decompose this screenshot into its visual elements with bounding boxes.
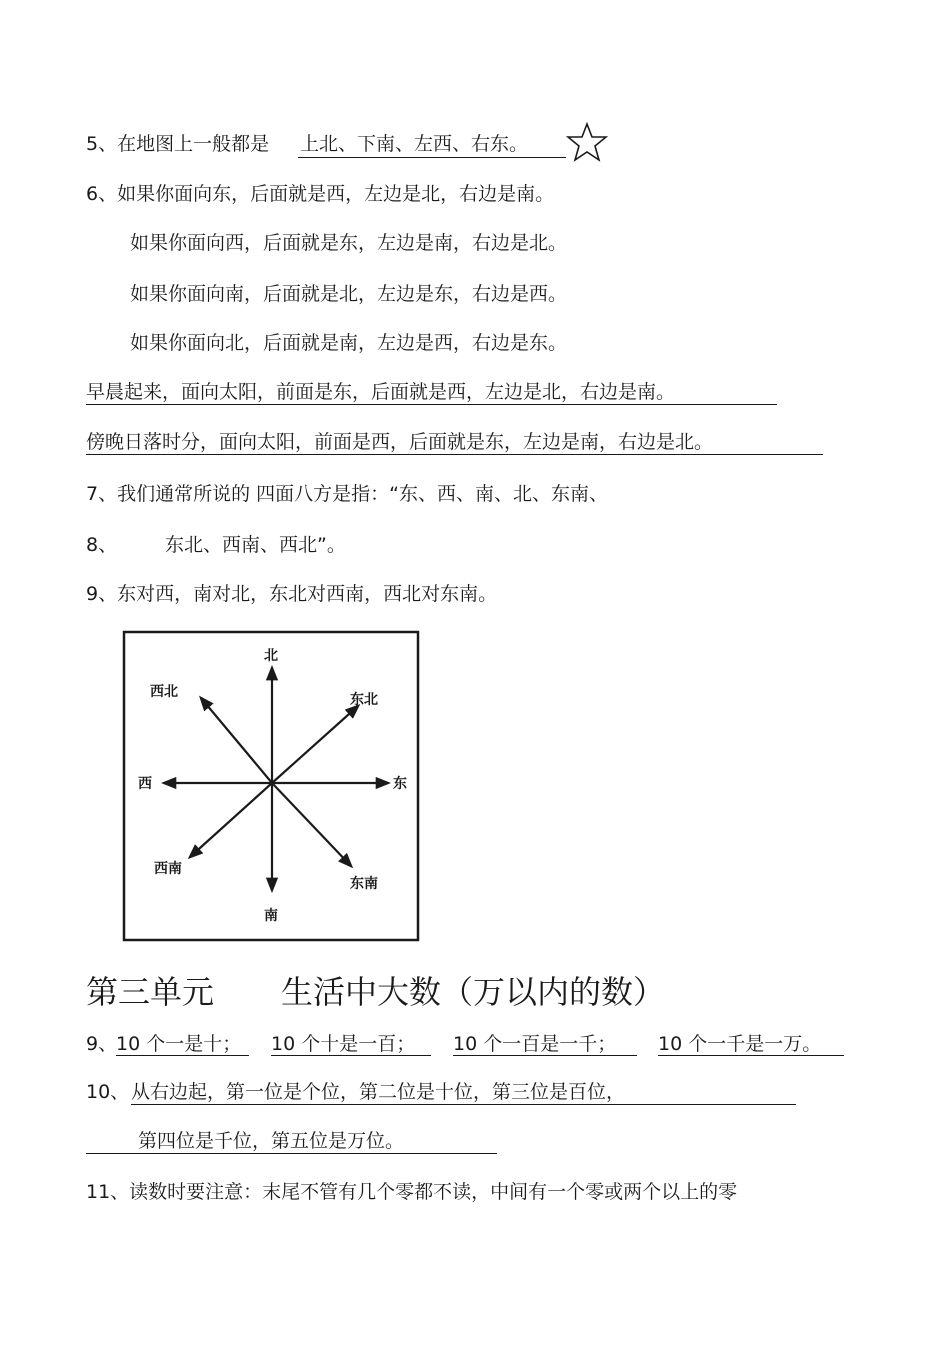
item-6-line-1: 6、如果你面向东，后面就是西，左边是北，右边是南。 (86, 183, 555, 205)
label-north: 北 (264, 648, 278, 664)
unit-3-item-10-underline-2 (86, 1153, 497, 1154)
item-6-line-4: 如果你面向北，后面就是南，左边是西，右边是东。 (130, 332, 568, 354)
unit-3-item-9-c: 10 个一百是一千； (453, 1033, 617, 1055)
unit-3-item-9-c-underline (453, 1055, 637, 1056)
label-west: 西 (138, 776, 152, 792)
unit-3-item-10-number: 10、 (86, 1081, 130, 1103)
item-5-prefix: 5、在地图上一般都是 (86, 133, 270, 155)
item-5-underline (298, 157, 566, 158)
arrow-northwest (201, 698, 272, 783)
unit-3-item-9-b-underline (271, 1055, 431, 1056)
item-6-line-2: 如果你面向西，后面就是东，左边是南，右边是北。 (130, 232, 568, 254)
unit-3-item-10-line-2: 第四位是千位，第五位是万位。 (138, 1130, 405, 1152)
label-northeast: 东北 (350, 692, 378, 708)
unit-3-item-9-number: 9、 (86, 1033, 118, 1055)
unit-3-item-9-d: 10 个一千是一万。 (658, 1033, 822, 1055)
item-8-number: 8、 (86, 534, 118, 556)
evening-line: 傍晚日落时分，面向太阳，前面是西，后面就是东，左边是南，右边是北。 (86, 431, 714, 453)
item-7: 7、我们通常所说的 四面八方是指：“东、西、南、北、东南、 (86, 483, 608, 505)
label-northwest: 西北 (150, 684, 178, 700)
unit-3-item-10-underline-1 (131, 1104, 796, 1105)
item-6-line-3: 如果你面向南，后面就是北，左边是东，右边是西。 (130, 283, 568, 305)
unit-3-item-11: 11、读数时要注意：末尾不管有几个零都不读，中间有一个零或两个以上的零 (86, 1181, 738, 1203)
evening-underline (86, 454, 823, 455)
compass-diagram (88, 620, 445, 958)
item-5-answer: 上北、下南、左西、右东。 (300, 133, 529, 155)
arrow-southwest (190, 783, 272, 857)
unit-3-item-9-a-underline (116, 1055, 249, 1056)
item-5 (86, 131, 269, 157)
star-icon (566, 122, 608, 162)
item-8-text: 东北、西南、西北”。 (165, 534, 346, 556)
morning-line: 早晨起来，面向太阳，前面是东，后面就是西，左边是北，右边是南。 (86, 381, 676, 403)
unit-3-item-10-line-1: 从右边起，第一位是个位，第二位是十位，第三位是百位， (131, 1081, 626, 1103)
item-9: 9、东对西，南对北，东北对西南，西北对东南。 (86, 583, 498, 605)
unit-3-title: 第三单元 (86, 973, 215, 1011)
label-east: 东 (393, 776, 407, 792)
unit-3-item-9-b: 10 个十是一百； (271, 1033, 416, 1055)
label-southeast: 东南 (350, 876, 378, 892)
arrow-southeast (272, 783, 351, 866)
unit-3-item-9-a: 10 个一是十； (116, 1033, 242, 1055)
label-south: 南 (264, 908, 278, 924)
arrow-northeast (272, 706, 358, 783)
label-southwest: 西南 (154, 861, 182, 877)
unit-3-subtitle: 生活中大数（万以内的数） (281, 973, 666, 1011)
morning-underline (86, 404, 777, 405)
unit-3-item-9-d-underline (658, 1055, 844, 1056)
